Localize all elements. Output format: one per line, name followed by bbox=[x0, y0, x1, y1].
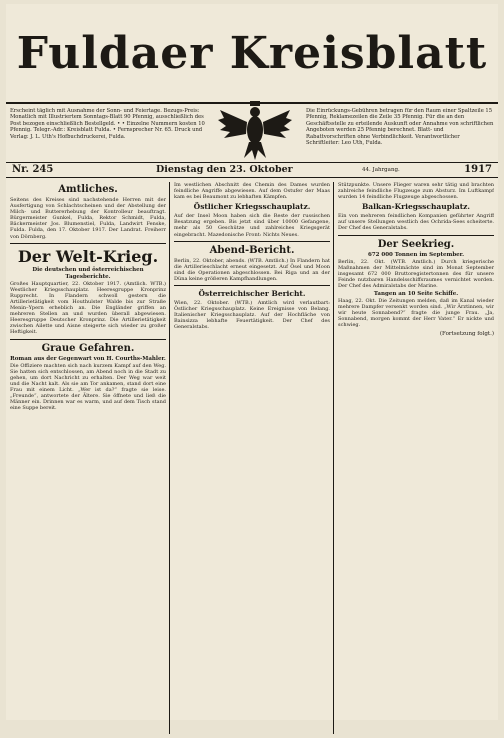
subheading-tangen: Tangen an 10 Seite Schiffe. bbox=[373, 291, 459, 298]
issue-number: Nr. 245 bbox=[12, 164, 54, 175]
article-tangen: Haag, 22. Okt. Die Zeitungen melden, daß im Kanal wieder mehrere Dampfer versenkt worden sind. „Wir Ärztinnen, wir wir heute Sonnabend?“ fragte die junge Frau. „Ja, Sonnabend, morgen kommt der Herr Vater.“ Er nickte und schwieg. bbox=[338, 298, 494, 329]
heading-weltkrieg: Der Welt-Krieg. bbox=[17, 246, 159, 266]
article-flieger: Stützpunkte. Unsere Flieger waren sehr tätig und brachten zahlreiche feindliche Flugzeuge zum Absturz. Im Luftkampf wurden 14 feindliche Flugzeuge abgeschossen. bbox=[338, 182, 494, 201]
eagle-emblem-icon bbox=[216, 100, 294, 162]
divider bbox=[338, 235, 494, 236]
article-oestlicher: Auf der Insel Moon haben sich die Reste der russischen Besatzung ergeben. Bis jetzt sind über 10000 Gefangene, mehr als 50 Geschütze und zahlreiches Kriegsgerät eingebracht. Mazedonische Front: Nichts Neues. bbox=[174, 213, 330, 238]
divider bbox=[174, 285, 330, 286]
column-1 bbox=[10, 182, 166, 738]
article-columns bbox=[6, 178, 498, 738]
column-3 bbox=[338, 182, 494, 738]
article-amtliches: Seitens des Kreises sind nachstehende Herren mit der Ausfertigung von Schlachtscheinen und der Abstellung der Milch- und Buttererhebung der Kontrolleur beauftragt. Bürgermeister Gunkel, Fulda, Rektor Schmidt, Fulda, Bäckermeister Jos. Blumenstiel, Fulda, Landwirt Fenske, Fulda. Fulda, den 17. Oktober 1917. Der Landrat. Freiherr von Dörnberg. bbox=[10, 197, 166, 240]
subscription-info: Erscheint täglich mit Ausnahme der Sonn- und Feiertage. Bezugs-Preis: Monatlich mit Illustriertem Sonntags-Blatt 90 Pfennig, ausschließlich des Post bezogen einschließlich Bestellgeld. • • Einzelne Nummern kosten 10 Pfennig. Telegr.-Adr.: Kreisblatt Fulda. • Fernsprecher Nr. 65. Druck und Verlag: J. L. Uth's Hofbuchdruckerei, Fulda. bbox=[10, 108, 205, 140]
subheading-tagesberichte: Die deutschen und österreichischen Tagesberichte. bbox=[32, 266, 144, 280]
heading-graue-gefahren: Graue Gefahren. bbox=[41, 342, 135, 354]
article-balkan: Ein von mehreren feindlichen Kompanien geführter Angriff auf unsere Stellungen westlich des Ochrida-Sees scheiterte. Der Chef des Generalstabs. bbox=[338, 213, 494, 232]
continuation-note: (Fortsetzung folgt.) bbox=[439, 330, 494, 337]
article-abendbericht: Berlin, 22. Oktober, abends. (WTB. Amtlich.) In Flandern hat die Artillerieschlacht erneut eingesetzt. Auf Ösel und Moon sind die Operationen abgeschlossen. Bei Riga und an der Düna keine größeren Kampfhandlungen. bbox=[174, 257, 330, 282]
subheading-roman: Roman aus der Gegenwart von H. Courths-Mahler. bbox=[10, 355, 166, 362]
issue-year: 1917 bbox=[464, 164, 492, 175]
heading-seekrieg: Der Seekrieg. bbox=[377, 238, 455, 250]
heading-oestlicher: Östlicher Kriegsschauplatz. bbox=[193, 202, 311, 212]
issue-date: Dienstag den 23. Oktober bbox=[156, 164, 293, 175]
heading-abendbericht: Abend-Bericht. bbox=[209, 244, 295, 256]
column-2 bbox=[174, 182, 330, 738]
advertising-info: Die Einrückungs-Gebühren betragen für den Raum einer Spaltzeile 15 Pfennig, Reklamezeilen die Zeile 35 Pfennig. Für die an den Geschäftsstelle zu erteilende Auskunft oder Annahme von schriftlichen Angeboten werden 25 Pfennig berechnet. Blatt- und Rabattvorschriften ohne Verbindlichkeit. Verantwortlicher Schriftleiter: Leo Uth, Fulda. bbox=[306, 108, 494, 147]
heading-amtliches: Amtliches. bbox=[58, 184, 118, 195]
heading-balkan: Balkan-Kriegsschauplatz. bbox=[361, 202, 471, 212]
divider bbox=[10, 339, 166, 340]
issue-strip bbox=[6, 162, 498, 178]
issue-jahrgang: 44. Jahrgang. bbox=[362, 167, 400, 173]
article-weltkrieg: Großes Hauptquartier, 22. Oktober 1917. (Amtlich. WTB.) Westlicher Kriegsschauplatz. Heeresgruppe Kronprinz Rupprecht. In Flandern schwoll gestern die Artillerietätigkeit vom Houthulster Walde bis zur Straße Menin–Ypern erheblich an. Die Engländer griffen an mehreren Stellen an und wurden überall abgewiesen. Heeresgruppe Deutscher Kronprinz. Die Artillerietätigkeit zwischen Ailette und Aisne steigerte sich wieder zu großer Heftigkeit. bbox=[10, 280, 166, 336]
newspaper-title: Fuldaer Kreisblatt bbox=[16, 28, 488, 79]
column-rule bbox=[333, 182, 334, 734]
article-roman: Die Offiziere machten sich nach kurzem Kampf auf den Weg. Sie hatten sich entschlossen, am Abend noch in die Stadt zu gehen, um dort Nachricht zu erhalten. Der Weg war weit und die Nacht kalt. Als sie am Tor ankamen, stand dort eine Frau mit einem Licht. „Wer ist da?“ fragte sie leise. „Freunde“, antwortete der Ältere. Sie öffnete und ließ die Männer ein. Drinnen war es warm, und auf dem Tisch stand eine Suppe bereit. bbox=[10, 362, 166, 412]
heading-oesterreich: Österreichischer Bericht. bbox=[198, 289, 306, 299]
masthead bbox=[6, 4, 498, 102]
newspaper-page bbox=[6, 4, 498, 720]
article-west-continued: Im westlichen Abschnitt des Chemin des Dames wurden feindliche Angriffe abgewiesen. Auf dem Ostufer der Maas kam es bei Beaumont zu lebhaften Kämpfen. bbox=[174, 182, 330, 201]
article-oesterreich: Wien, 22. Oktober. (WTB.) Amtlich wird verlautbart: Östlicher Kriegsschauplatz. Keine Ereignisse von Belang. Italienischer Kriegsschauplatz. Auf der Hochfläche von Bainsizza lebhafte Feuertätigkeit. Der Chef des Generalstabs. bbox=[174, 300, 330, 331]
divider bbox=[10, 243, 166, 244]
header-info bbox=[6, 102, 498, 162]
subheading-tonnen: 672 000 Tonnen im September. bbox=[368, 251, 464, 258]
article-seekrieg: Berlin, 22. Okt. (WTB. Amtlich.) Durch kriegerische Maßnahmen der Mittelmächte sind im Monat September insgesamt 672 000 Bruttoregistertonnen des für unsere Feinde nutzbaren Handelsschiffsraumes vernichtet worden. Der Chef des Admiralstabs der Marine. bbox=[338, 258, 494, 289]
column-rule bbox=[169, 182, 170, 734]
divider bbox=[174, 241, 330, 242]
